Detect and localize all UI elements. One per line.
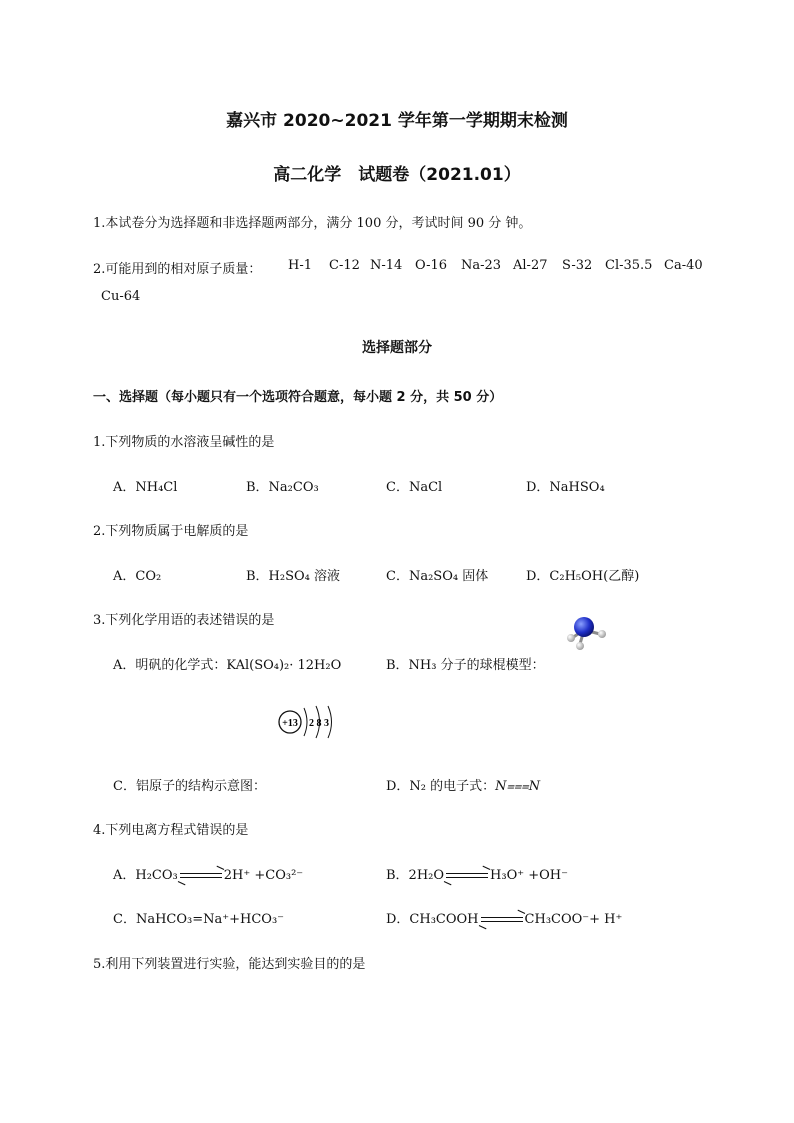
q4-a-right: 2H⁺ +CO₃²⁻ xyxy=(223,868,304,883)
note-2 xyxy=(93,258,261,277)
q1-option-d: D．NaHSO₄ xyxy=(526,480,605,495)
q2-option-c: C．Na₂SO₄ 固体 xyxy=(386,569,489,584)
al-nucleus-label: +13 xyxy=(282,718,298,729)
q3-stem: 3.下列化学用语的表述错误的是 xyxy=(93,613,275,628)
mass-ca: Ca-40 xyxy=(664,258,703,273)
exam-subtitle: 高二化学 试题卷（2021.01） xyxy=(273,165,521,185)
q3-option-a: A．明矾的化学式：KAl(SO₄)₂· 12H₂O xyxy=(113,658,342,673)
reversible-arrow-icon xyxy=(178,871,224,881)
q4-b-left: B．2H₂O xyxy=(386,868,445,883)
q3-option-d xyxy=(386,775,540,794)
q2-option-a: A．CO₂ xyxy=(113,569,162,584)
exam-title: 嘉兴市 2020~2021 学年第一学期期末检测 xyxy=(226,111,568,131)
reversible-arrow-icon xyxy=(444,871,490,881)
q2-option-d: D．C₂H₅OH(乙醇) xyxy=(526,569,640,584)
mass-n: N-14 xyxy=(370,258,403,273)
q3-option-c: C．铝原子的结构示意图： xyxy=(113,779,266,794)
q4-option-b xyxy=(386,864,568,883)
mass-c: C-12 xyxy=(329,258,360,273)
mass-cu: Cu-64 xyxy=(101,289,141,304)
q4-option-c: C．NaHCO₃=Na⁺+HCO₃⁻ xyxy=(113,912,285,927)
mass-cl: Cl-35.5 xyxy=(605,258,653,273)
mass-o: O-16 xyxy=(415,258,448,273)
mass-h: H-1 xyxy=(288,258,313,273)
reversible-arrow-icon xyxy=(479,915,525,925)
q2-stem: 2.下列物质属于电解质的是 xyxy=(93,524,249,539)
q4-d-left: D．CH₃COOH xyxy=(386,912,479,927)
q2-option-b: B．H₂SO₄ 溶液 xyxy=(246,569,341,584)
aluminum-atom-diagram xyxy=(276,702,346,742)
note-2-prefix: 2.可能用到的相对原子质量： xyxy=(93,262,262,277)
section-heading: 一、选择题（每小题只有一个选项符合题意，每小题 2 分，共 50 分） xyxy=(93,390,503,405)
q5-stem: 5.利用下列装置进行实验，能达到实验目的的是 xyxy=(93,957,366,972)
q1-option-b: B．Na₂CO₃ xyxy=(246,480,319,495)
q4-option-a xyxy=(113,864,303,883)
nh3-ball-stick-model xyxy=(562,612,612,654)
q1-option-a: A．NH₄Cl xyxy=(113,480,178,495)
q4-stem: 4.下列电离方程式错误的是 xyxy=(93,823,249,838)
part-title: 选择题部分 xyxy=(362,340,432,356)
q4-b-right: H₃O⁺ +OH⁻ xyxy=(490,868,568,883)
mass-s: S-32 xyxy=(562,258,593,273)
q3-option-b: B．NH₃ 分子的球棍模型： xyxy=(386,658,545,673)
note-1: 1.本试卷分为选择题和非选择题两部分，满分 100 分，考试时间 90 分 钟。 xyxy=(93,216,532,231)
q4-d-right: CH₃COO⁻+ H⁺ xyxy=(524,912,623,927)
n2-electron-formula: N⩶N xyxy=(495,779,541,794)
q3-option-d-label: D．N₂ 的电子式： xyxy=(386,779,496,794)
q1-stem: 1.下列物质的水溶液呈碱性的是 xyxy=(93,435,275,450)
q4-a-left: A．H₂CO₃ xyxy=(113,868,178,883)
q1-option-c: C．NaCl xyxy=(386,480,443,495)
q4-option-d xyxy=(386,908,622,927)
mass-na: Na-23 xyxy=(461,258,502,273)
mass-al: Al-27 xyxy=(513,258,548,273)
al-shell-electrons: 2 8 3 xyxy=(309,718,329,729)
